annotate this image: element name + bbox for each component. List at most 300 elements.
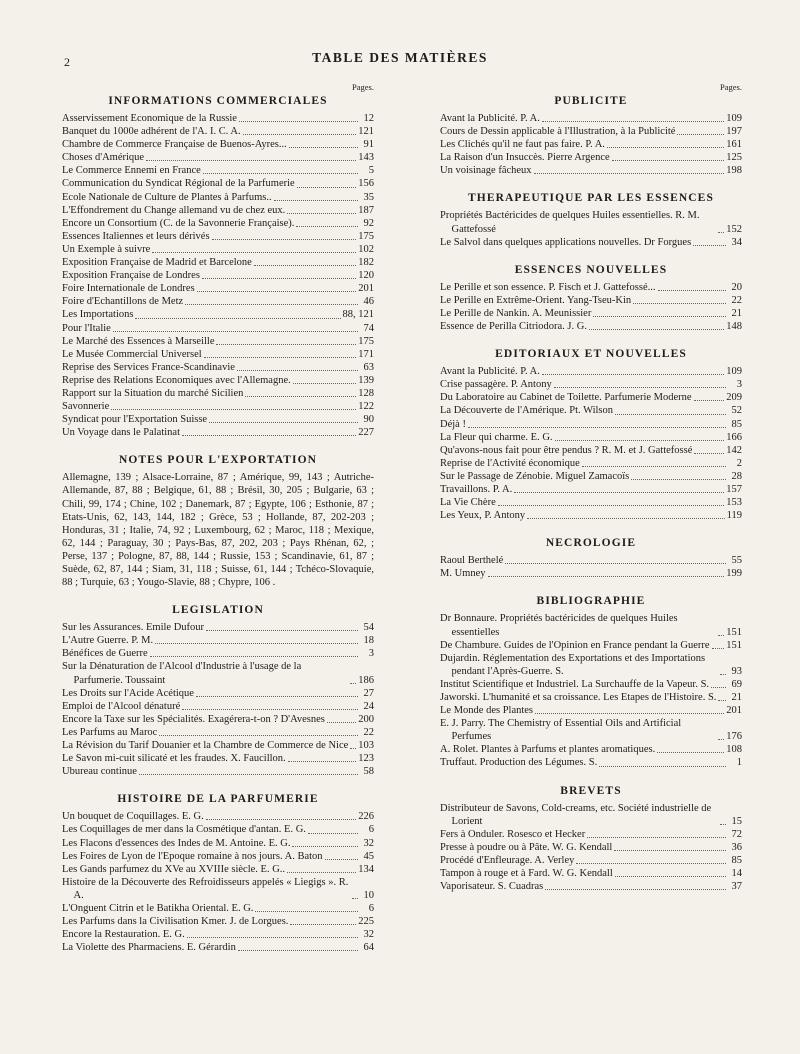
toc-entry bbox=[440, 418, 742, 431]
toc-entry bbox=[62, 810, 374, 823]
entry-page-number: 36 bbox=[731, 841, 742, 853]
toc-entry bbox=[62, 217, 374, 230]
entry-title: E. J. Parry. The Chemistry of Essential Oils and Artificial Perfumes bbox=[440, 718, 682, 743]
section-title-brevets: BREVETS bbox=[560, 784, 622, 797]
dot-leader bbox=[555, 440, 725, 441]
dot-leader bbox=[718, 700, 726, 701]
entry-page-number: 55 bbox=[731, 555, 742, 567]
dot-leader bbox=[712, 648, 725, 649]
entry-page-number: 72 bbox=[731, 828, 742, 840]
dot-leader bbox=[599, 766, 726, 767]
entry-title: L'Onguent Citrin et le Batikha Oriental. E. G. bbox=[62, 902, 254, 914]
entry-page-number: 151 bbox=[726, 639, 742, 651]
toc-entry bbox=[440, 652, 742, 678]
entry-page-number: 109 bbox=[726, 366, 742, 378]
toc-entry bbox=[440, 828, 742, 841]
dot-leader bbox=[327, 722, 356, 723]
dot-leader bbox=[468, 427, 726, 428]
entry-title: Le Perille en Extrême-Orient. Yang-Tseu-Kin bbox=[440, 294, 632, 306]
dot-leader bbox=[720, 674, 726, 675]
toc-entry bbox=[440, 496, 742, 509]
dot-leader bbox=[694, 400, 725, 401]
dot-leader bbox=[488, 576, 725, 577]
dot-leader bbox=[212, 239, 357, 240]
toc-entry bbox=[440, 457, 742, 470]
entry-title: Presse à poudre ou à Pâte. W. G. Kendall bbox=[440, 841, 613, 853]
dot-leader bbox=[658, 290, 727, 291]
dot-leader bbox=[633, 303, 726, 304]
entry-title: Histoire de la Découverte des Refroidisseurs appelés « Liegigs ». R. A. bbox=[62, 876, 349, 901]
entry-title: La Révision du Tarif Douanier et la Chambre de Commerce de Nice bbox=[62, 740, 349, 752]
section-informations-list bbox=[62, 112, 374, 439]
dot-leader bbox=[245, 396, 356, 397]
entry-title: Reprise de l'Activité économique bbox=[440, 457, 580, 469]
entry-page-number: 32 bbox=[363, 929, 374, 941]
entry-title: Dujardin. Réglementation des Exportations et des Importations pendant l'Après-Guerre. S. bbox=[440, 652, 706, 677]
toc-entry bbox=[440, 431, 742, 444]
dot-leader bbox=[677, 134, 724, 135]
dot-leader bbox=[582, 466, 726, 467]
dot-leader bbox=[206, 630, 358, 631]
entry-title: M. Umney bbox=[440, 568, 486, 580]
toc-entry bbox=[440, 854, 742, 867]
toc-entry bbox=[62, 308, 374, 321]
dot-leader bbox=[612, 160, 725, 161]
toc-entry bbox=[440, 236, 742, 249]
section-title-legislation: LEGISLATION bbox=[172, 604, 264, 617]
right-column bbox=[440, 82, 742, 893]
entry-title: Essence de Perilla Citriodora. J. G. bbox=[440, 321, 587, 333]
dot-leader bbox=[243, 134, 357, 135]
entry-page-number: 92 bbox=[363, 217, 374, 229]
section-title-therapeutique: THERAPEUTIQUE PAR LES ESSENCES bbox=[468, 192, 714, 205]
dot-leader bbox=[254, 265, 356, 266]
toc-entry bbox=[440, 365, 742, 378]
section-title-necrologie: NECROLOGIE bbox=[545, 537, 637, 550]
entry-page-number: 93 bbox=[731, 665, 742, 677]
dot-leader bbox=[614, 850, 726, 851]
toc-entry bbox=[440, 320, 742, 333]
entry-page-number: 14 bbox=[731, 868, 742, 880]
entry-page-number: 15 bbox=[731, 815, 742, 827]
dot-leader bbox=[239, 121, 358, 122]
toc-entry bbox=[62, 426, 374, 439]
entry-page-number: 64 bbox=[363, 942, 374, 954]
entry-page-number: 35 bbox=[363, 191, 374, 203]
entry-title: Le Marché des Essences à Marseille bbox=[62, 335, 215, 347]
entry-title: Encore la Restauration. E. G. bbox=[62, 929, 185, 941]
toc-entry bbox=[62, 634, 374, 647]
toc-entry bbox=[440, 138, 742, 151]
dot-leader bbox=[237, 370, 358, 371]
entry-title: Emploi de l'Alcool dénaturé bbox=[62, 700, 181, 712]
dot-leader bbox=[711, 687, 726, 688]
entry-title: Choses d'Amérique bbox=[62, 152, 145, 164]
entry-title: Banquet du 1000e adhérent de l'A. I. C. A. bbox=[62, 126, 241, 138]
dot-leader bbox=[287, 213, 356, 214]
toc-entry bbox=[440, 867, 742, 880]
toc-entry bbox=[440, 717, 742, 743]
toc-entry bbox=[62, 739, 374, 752]
entry-title: Chambre de Commerce Française de Buenos-Ayres... bbox=[62, 139, 287, 151]
entry-title: Savonnerie bbox=[62, 401, 110, 413]
dot-leader bbox=[514, 492, 724, 493]
dot-leader bbox=[325, 859, 358, 860]
entry-page-number: 90 bbox=[363, 414, 374, 426]
toc-entry bbox=[440, 378, 742, 391]
toc-entry bbox=[62, 713, 374, 726]
dot-leader bbox=[718, 232, 724, 233]
entry-title: A. Rolet. Plantes à Parfums et plantes aromatiques. bbox=[440, 744, 656, 756]
toc-entry bbox=[440, 612, 742, 638]
entry-title: Fers à Onduler. Rosesco et Hecker bbox=[440, 828, 586, 840]
entry-page-number: 27 bbox=[363, 687, 374, 699]
dot-leader bbox=[350, 683, 356, 684]
toc-entry bbox=[440, 554, 742, 567]
entry-page-number: 74 bbox=[363, 322, 374, 334]
toc-entry bbox=[62, 837, 374, 850]
entry-title: La Vie Chère bbox=[440, 497, 496, 509]
toc-entry bbox=[62, 876, 374, 902]
entry-title: Le Commerce Ennemi en France bbox=[62, 165, 201, 177]
toc-entry bbox=[62, 269, 374, 282]
toc-entry bbox=[440, 567, 742, 580]
toc-entry bbox=[62, 374, 374, 387]
section-essences-list bbox=[440, 281, 742, 333]
toc-entry bbox=[440, 164, 742, 177]
entry-title: Le Salvol dans quelques applications nouvelles. Dr Forgues bbox=[440, 236, 692, 248]
toc-entry bbox=[440, 307, 742, 320]
toc-entry bbox=[62, 138, 374, 151]
toc-entry bbox=[62, 687, 374, 700]
section-necrologie-list bbox=[440, 554, 742, 580]
toc-entry bbox=[62, 361, 374, 374]
toc-entry bbox=[440, 678, 742, 691]
entry-page-number: 46 bbox=[363, 296, 374, 308]
toc-entry bbox=[440, 841, 742, 854]
toc-entry bbox=[62, 164, 374, 177]
entry-page-number: 187 bbox=[358, 204, 374, 216]
toc-entry bbox=[62, 295, 374, 308]
section-bibliographie-list bbox=[440, 612, 742, 769]
entry-page-number: 128 bbox=[358, 387, 374, 399]
toc-entry bbox=[440, 470, 742, 483]
section-title-export: NOTES POUR L'EXPORTATION bbox=[118, 454, 318, 467]
entry-page-number: 122 bbox=[358, 401, 374, 413]
entry-page-number: 123 bbox=[358, 753, 374, 765]
dot-leader bbox=[209, 422, 358, 423]
entry-title: Dr Bonnaure. Propriétés bactéricides de quelques Huiles essentielles bbox=[440, 613, 678, 638]
dot-leader bbox=[111, 409, 356, 410]
toc-entry bbox=[62, 413, 374, 426]
entry-page-number: 28 bbox=[731, 470, 742, 482]
entry-page-number: 12 bbox=[363, 113, 374, 124]
toc-entry bbox=[440, 880, 742, 893]
dot-leader bbox=[293, 383, 357, 384]
toc-entry bbox=[440, 483, 742, 496]
dot-leader bbox=[196, 696, 358, 697]
toc-entry bbox=[440, 112, 742, 125]
dot-leader bbox=[607, 147, 724, 148]
entry-title: Distributeur de Savons, Cold-creams, etc. Société industrielle de Lorient bbox=[440, 802, 712, 827]
dot-leader bbox=[146, 160, 356, 161]
entry-title: Un bouquet de Coquillages. E. G. bbox=[62, 811, 204, 823]
dot-leader bbox=[718, 739, 724, 740]
section-editoriaux-list bbox=[440, 365, 742, 522]
entry-title: Encore la Taxe sur les Spécialités. Exagérera-t-on ? D'Avesnes bbox=[62, 713, 325, 725]
dot-leader bbox=[113, 331, 358, 332]
entry-page-number: 226 bbox=[358, 811, 374, 823]
dot-leader bbox=[297, 187, 357, 188]
entry-page-number: 2 bbox=[736, 457, 742, 469]
left-column bbox=[62, 82, 374, 954]
entry-page-number: 24 bbox=[363, 700, 374, 712]
entry-title: Jaworski. L'humanité et sa croissance. Les Etapes de l'Histoire. S. bbox=[440, 692, 717, 703]
toc-entry bbox=[62, 125, 374, 138]
entry-title: Syndicat pour l'Exportation Suisse bbox=[62, 414, 208, 426]
export-notes-text: Allemagne, 139 ; Alsace-Lorraine, 87 ; Amérique, 99, 143 ; Autriche-Allemande, 87, 88 ; Belgique, 61, 88 ; Brésil, 30, 205 ; Bulgarie, 63 ; Chili, 99, 174 ; Chine, 102 ; Danemark, 87 ; Egypte, 106 ; Esthonie, 87 ; Etats-Unis, 62, 143, 144, 182 ; Grèce, 53 ; Hollande, 87, 202-203 ; Honduras, 31 ; Italie, 74, 92 ; Luxembourg, 62 ; Maroc, 118 ; Mexique, 62, 144 ; Paraguay, 30 ; Pays-Bas, 87, 202, 203 ; Pays Rhénan, 62, ; Perse, 137 ; Pologne, 87, 88, 144 ; Russie, 153 ; Scandinavie, 61, 87 ; Suède, 62, 87, 144 ; Siam, 31, 118 ; Suisse, 61, 144 ; Tchéco-Slovaquie, 88 ; Turquie, 63 ; Yougo-Slavie, 88 ; Chypre, 106 . bbox=[62, 472, 374, 589]
entry-title: Procédé d'Enfleurage. A. Verley bbox=[440, 854, 575, 866]
toc-entry bbox=[440, 209, 742, 235]
entry-page-number: 3 bbox=[368, 648, 374, 660]
pages-column-label: Pages. bbox=[720, 82, 742, 92]
entry-page-number: 175 bbox=[358, 230, 374, 242]
entry-page-number: 45 bbox=[363, 850, 374, 862]
dot-leader bbox=[185, 304, 358, 305]
toc-entry bbox=[440, 704, 742, 717]
entry-title: Le Perille de Nankin. A. Meunissier bbox=[440, 307, 592, 319]
entry-title: Ubureau continue bbox=[62, 766, 137, 778]
entry-title: Les Parfums au Maroc bbox=[62, 726, 158, 738]
dot-leader bbox=[615, 414, 726, 415]
page-title: TABLE DES MATIÈRES bbox=[312, 50, 488, 65]
entry-title: Les Foires de Lyon de l'Epoque romaine à nos jours. A. Baton bbox=[62, 850, 323, 862]
dot-leader bbox=[287, 872, 356, 873]
entry-page-number: 227 bbox=[358, 427, 374, 439]
entry-title: La Découverte de l'Amérique. Pt. Wilson bbox=[440, 405, 614, 417]
dot-leader bbox=[288, 761, 357, 762]
dot-leader bbox=[135, 318, 340, 319]
entry-title: Le Monde des Plantes bbox=[440, 705, 534, 717]
toc-entry bbox=[62, 151, 374, 164]
toc-entry bbox=[62, 647, 374, 660]
entry-page-number: 119 bbox=[726, 510, 742, 522]
dot-leader bbox=[289, 147, 358, 148]
toc-entry bbox=[440, 151, 742, 164]
entry-page-number: 69 bbox=[731, 678, 742, 690]
dot-leader bbox=[197, 291, 357, 292]
toc-entry bbox=[440, 444, 742, 457]
toc-entry bbox=[62, 902, 374, 915]
dot-leader bbox=[159, 735, 358, 736]
dot-leader bbox=[720, 824, 726, 825]
dot-leader bbox=[576, 863, 726, 864]
dot-leader bbox=[615, 876, 726, 877]
dot-leader bbox=[206, 819, 357, 820]
toc-entry bbox=[440, 294, 742, 307]
toc-entry bbox=[440, 509, 742, 522]
entry-page-number: 1 bbox=[736, 757, 742, 769]
entry-page-number: 176 bbox=[726, 731, 742, 743]
toc-entry bbox=[62, 400, 374, 413]
entry-title: Avant la Publicité. P. A. bbox=[440, 366, 540, 378]
toc-entry bbox=[62, 752, 374, 765]
entry-page-number: 6 bbox=[368, 902, 374, 914]
entry-title: L'Autre Guerre. P. M. bbox=[62, 635, 154, 647]
section-brevets-list bbox=[440, 802, 742, 894]
toc-entry bbox=[440, 125, 742, 138]
dot-leader bbox=[150, 656, 358, 657]
entry-page-number: 6 bbox=[368, 824, 374, 836]
dot-leader bbox=[202, 278, 356, 279]
entry-title: Un voisinage fâcheux bbox=[440, 165, 532, 177]
toc-entry bbox=[62, 112, 374, 125]
toc-entry bbox=[62, 700, 374, 713]
entry-title: Sur la Dénaturation de l'Alcool d'Industrie à l'usage de la Parfumerie. Toussaint bbox=[62, 661, 302, 686]
entry-page-number: 151 bbox=[726, 626, 742, 638]
entry-page-number: 157 bbox=[726, 483, 742, 495]
dot-leader bbox=[718, 635, 724, 636]
toc-entry bbox=[62, 941, 374, 954]
toc-entry bbox=[62, 191, 374, 204]
dot-leader bbox=[505, 563, 726, 564]
pages-column-label: Pages. bbox=[352, 82, 374, 92]
toc-entry bbox=[440, 691, 742, 704]
toc-entry bbox=[440, 743, 742, 756]
dot-leader bbox=[352, 898, 358, 899]
entry-page-number: 142 bbox=[726, 444, 742, 456]
entry-title: Avant la Publicité. P. A. bbox=[440, 113, 540, 124]
entry-page-number: 200 bbox=[358, 713, 374, 725]
section-title-histoire: HISTOIRE DE LA PARFUMERIE bbox=[117, 793, 319, 806]
toc-entry bbox=[62, 282, 374, 295]
page-number: 2 bbox=[64, 55, 70, 69]
entry-page-number: 121 bbox=[358, 126, 374, 138]
entry-page-number: 20 bbox=[731, 281, 742, 293]
entry-title: Du Laboratoire au Cabinet de Toilette. Parfumerie Moderne bbox=[440, 392, 692, 404]
dot-leader bbox=[657, 752, 724, 753]
dot-leader bbox=[694, 453, 724, 454]
dot-leader bbox=[274, 200, 358, 201]
entry-page-number: 139 bbox=[358, 374, 374, 386]
toc-entry bbox=[62, 204, 374, 217]
entry-title: Travaillons. P. A. bbox=[440, 483, 513, 495]
toc-entry bbox=[440, 404, 742, 417]
entry-title: Exposition Française de Madrid et Barcelone bbox=[62, 257, 252, 269]
toc-entry bbox=[62, 256, 374, 269]
entry-title: De Chambure. Guides de l'Opinion en France pendant la Guerre bbox=[440, 639, 710, 651]
entry-title: Propriétés Bactéricides de quelques Huiles essentielles. R. M. Gattefossé bbox=[440, 210, 700, 235]
dot-leader bbox=[238, 950, 358, 951]
entry-page-number: 186 bbox=[358, 674, 374, 686]
entry-title: Bénéfices de Guerre bbox=[62, 648, 148, 660]
section-publicite-list bbox=[440, 112, 742, 177]
dot-leader bbox=[593, 316, 726, 317]
entry-page-number: 21 bbox=[731, 307, 742, 319]
dot-leader bbox=[255, 911, 358, 912]
entry-page-number: 225 bbox=[358, 916, 374, 928]
section-title-bibliographie: BIBLIOGRAPHIE bbox=[536, 595, 646, 608]
entry-page-number: 108 bbox=[726, 744, 742, 756]
entry-title: Truffaut. Production des Légumes. S. bbox=[440, 757, 598, 769]
entry-title: Un Exemple à suivre bbox=[62, 243, 151, 255]
entry-title: La Violette des Pharmaciens. E. Gérardin bbox=[62, 942, 236, 954]
toc-entry bbox=[62, 243, 374, 256]
entry-title: Vaporisateur. S. Cuadras bbox=[440, 881, 544, 893]
entry-title: Communication du Syndicat Régional de la Parfumerie bbox=[62, 178, 295, 190]
entry-title: Le Savon mi-cuit silicaté et les fraudes. X. Faucillon. bbox=[62, 753, 286, 765]
toc-entry bbox=[62, 348, 374, 361]
entry-title: Qu'avons-nous fait pour être pendus ? R. M. et J. Gattefossé bbox=[440, 444, 693, 456]
dot-leader bbox=[631, 479, 726, 480]
entry-page-number: 91 bbox=[363, 139, 374, 151]
entry-page-number: 37 bbox=[731, 881, 742, 893]
entry-page-number: 201 bbox=[726, 705, 742, 717]
section-histoire-list bbox=[62, 810, 374, 954]
section-title-informations: INFORMATIONS COMMERCIALES bbox=[108, 95, 328, 107]
entry-title: Exposition Française de Londres bbox=[62, 270, 200, 282]
entry-page-number: 18 bbox=[363, 635, 374, 647]
entry-page-number: 201 bbox=[358, 283, 374, 295]
entry-title: Foire Internationale de Londres bbox=[62, 283, 195, 295]
toc-entry bbox=[440, 391, 742, 404]
dot-leader bbox=[527, 518, 724, 519]
entry-title: Reprise des Services France-Scandinavie bbox=[62, 361, 235, 373]
toc-entry bbox=[440, 756, 742, 769]
entry-page-number: 153 bbox=[726, 497, 742, 509]
entry-title: Les Gands parfumez du XVe au XVIIIe siècle. E. G.. bbox=[62, 863, 286, 875]
entry-title: Le Perille et son essence. P. Fisch et J. Gattefossé... bbox=[440, 281, 656, 293]
toc-entry bbox=[62, 915, 374, 928]
toc-entry bbox=[62, 322, 374, 335]
entry-title: L'Effondrement du Change allemand vu de chez eux. bbox=[62, 204, 286, 216]
entry-title: La Fleur qui charme. E. G. bbox=[440, 431, 553, 443]
dot-leader bbox=[296, 226, 358, 227]
entry-page-number: 88, 121 bbox=[342, 309, 374, 321]
entry-title: Les Importations bbox=[62, 309, 134, 321]
toc-entry bbox=[62, 660, 374, 686]
dot-leader bbox=[290, 924, 356, 925]
toc-entry bbox=[62, 230, 374, 243]
entry-page-number: 152 bbox=[726, 223, 742, 235]
entry-page-number: 148 bbox=[726, 321, 742, 333]
dot-leader bbox=[204, 357, 357, 358]
dot-leader bbox=[535, 713, 724, 714]
dot-leader bbox=[292, 846, 358, 847]
entry-title: Reprise des Relations Economiques avec l'Allemagne. bbox=[62, 374, 291, 386]
entry-title: Cours de Dessin applicable à l'Illustration, à la Publicité bbox=[440, 126, 676, 138]
entry-page-number: 10 bbox=[363, 889, 374, 901]
entry-page-number: 198 bbox=[726, 165, 742, 177]
toc-entry bbox=[440, 639, 742, 652]
entry-page-number: 102 bbox=[358, 243, 374, 255]
entry-title: Sur le Passage de Zénobie. Miguel Zamacoïs bbox=[440, 470, 630, 482]
entry-page-number: 85 bbox=[731, 418, 742, 430]
dot-leader bbox=[182, 435, 356, 436]
toc-entry bbox=[62, 177, 374, 190]
dot-leader bbox=[534, 173, 725, 174]
dot-leader bbox=[542, 374, 724, 375]
entry-page-number: 85 bbox=[731, 854, 742, 866]
toc-entry bbox=[62, 621, 374, 634]
entry-title: Le Musée Commercial Universel bbox=[62, 348, 202, 360]
entry-title: Raoul Berthelé bbox=[440, 555, 504, 567]
dot-leader bbox=[693, 245, 726, 246]
entry-page-number: 103 bbox=[358, 740, 374, 752]
entry-page-number: 109 bbox=[726, 113, 742, 124]
dot-leader bbox=[216, 344, 356, 345]
entry-page-number: 3 bbox=[736, 379, 742, 391]
